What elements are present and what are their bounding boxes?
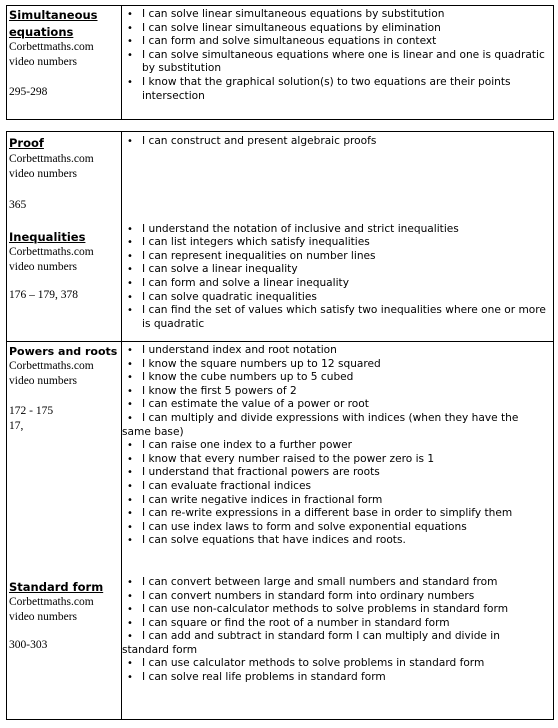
proof-topic-cell bbox=[7, 132, 122, 342]
simultaneous-source2: video numbers bbox=[9, 56, 78, 68]
list-item: • I can add and subtract in standard form I can multiply and divide in standard form bbox=[122, 630, 549, 657]
proof-title: Proof bbox=[9, 136, 44, 150]
simultaneous-row bbox=[7, 6, 554, 120]
powers-numbers: 172 - 175 bbox=[9, 405, 54, 417]
list-item: • I can form and solve a linear inequality bbox=[122, 277, 549, 291]
simultaneous-title-1: Simultaneous bbox=[9, 8, 98, 22]
list-item: • I can estimate the value of a power or root bbox=[122, 398, 549, 412]
list-item: • I can list integers which satisfy inequalities bbox=[122, 236, 549, 250]
list-item: • I understand that fractional powers are roots bbox=[122, 466, 549, 480]
list-item: • I can use index laws to form and solve exponential equations bbox=[122, 521, 549, 535]
list-item: • I can evaluate fractional indices bbox=[122, 480, 549, 494]
proof-inequalities-objectives-cell bbox=[122, 132, 554, 342]
list-item: • I can form and solve simultaneous equations in context bbox=[122, 35, 549, 49]
standard-source2: video numbers bbox=[9, 611, 78, 623]
powers-source: Corbettmaths.com bbox=[9, 360, 94, 372]
standard-numbers: 300-303 bbox=[9, 639, 48, 651]
list-item: • I understand the notation of inclusive and strict inequalities bbox=[122, 223, 549, 237]
list-item: • I can solve real life problems in standard form bbox=[122, 671, 549, 685]
list-item: • I know that the graphical solution(s) to two equations are their points intersection bbox=[122, 76, 549, 103]
simultaneous-title-2: equations bbox=[9, 25, 74, 39]
inequalities-numbers: 176 – 179, 378 bbox=[9, 289, 78, 301]
list-item: • I can use non-calculator methods to solve problems in standard form bbox=[122, 603, 549, 617]
simultaneous-objectives-cell bbox=[122, 6, 554, 120]
powers-standard-row bbox=[7, 342, 554, 720]
list-item: • I can solve simultaneous equations where one is linear and one is quadratic by substitution bbox=[122, 49, 549, 76]
list-item: • I can multiply and divide expressions with indices (when they have the same base) bbox=[122, 412, 549, 439]
list-item: • I can solve quadratic inequalities bbox=[122, 291, 549, 305]
list-item: • I can raise one index to a further power bbox=[122, 439, 549, 453]
proof-numbers: 365 bbox=[9, 199, 27, 211]
list-item: • I can construct and present algebraic proofs bbox=[122, 135, 549, 149]
proof-source: Corbettmaths.com bbox=[9, 153, 94, 165]
list-item: • I know the cube numbers up to 5 cubed bbox=[122, 371, 549, 385]
list-item: • I understand index and root notation bbox=[122, 344, 549, 358]
list-item: • I can re-write expressions in a different base in order to simplify them bbox=[122, 507, 549, 521]
powers-standard-objectives-cell bbox=[122, 342, 554, 720]
powers-source2: video numbers bbox=[9, 375, 78, 387]
standard-source: Corbettmaths.com bbox=[9, 596, 94, 608]
list-item: • I know the square numbers up to 12 squared bbox=[122, 358, 549, 372]
list-item: • I can convert numbers in standard form into ordinary numbers bbox=[122, 590, 549, 604]
proof-inequalities-row bbox=[7, 132, 554, 342]
simultaneous-source: Corbettmaths.com bbox=[9, 41, 94, 53]
simultaneous-topic-cell bbox=[7, 6, 122, 120]
powers-numbers2: 17, bbox=[9, 420, 24, 432]
standard-title: Standard form bbox=[9, 580, 104, 594]
topics-table bbox=[6, 131, 554, 720]
list-item: • I can find the set of values which satisfy two inequalities where one or more is quadratic bbox=[122, 304, 549, 331]
simultaneous-numbers: 295-298 bbox=[9, 86, 48, 98]
inequalities-source2: video numbers bbox=[9, 261, 78, 273]
list-item: • I can use calculator methods to solve problems in standard form bbox=[122, 657, 549, 671]
inequalities-source: Corbettmaths.com bbox=[9, 246, 94, 258]
list-item: • I can solve linear simultaneous equations by elimination bbox=[122, 22, 549, 36]
list-item: • I can solve a linear inequality bbox=[122, 263, 549, 277]
list-item: • I know the first 5 powers of 2 bbox=[122, 385, 549, 399]
list-item: • I can write negative indices in fractional form bbox=[122, 494, 549, 508]
proof-source2: video numbers bbox=[9, 168, 78, 180]
list-item: • I can convert between large and small numbers and standard from bbox=[122, 576, 549, 590]
list-item: • I can solve equations that have indices and roots. bbox=[122, 534, 549, 548]
simultaneous-table bbox=[6, 5, 554, 120]
list-item: • I can square or find the root of a number in standard form bbox=[122, 617, 549, 631]
list-item: • I know that every number raised to the power zero is 1 bbox=[122, 453, 549, 467]
list-item: • I can solve linear simultaneous equations by substitution bbox=[122, 8, 549, 22]
powers-topic-cell bbox=[7, 342, 122, 720]
list-item: • I can represent inequalities on number lines bbox=[122, 250, 549, 264]
powers-title: Powers and roots bbox=[9, 345, 118, 358]
inequalities-title: Inequalities bbox=[9, 230, 86, 244]
